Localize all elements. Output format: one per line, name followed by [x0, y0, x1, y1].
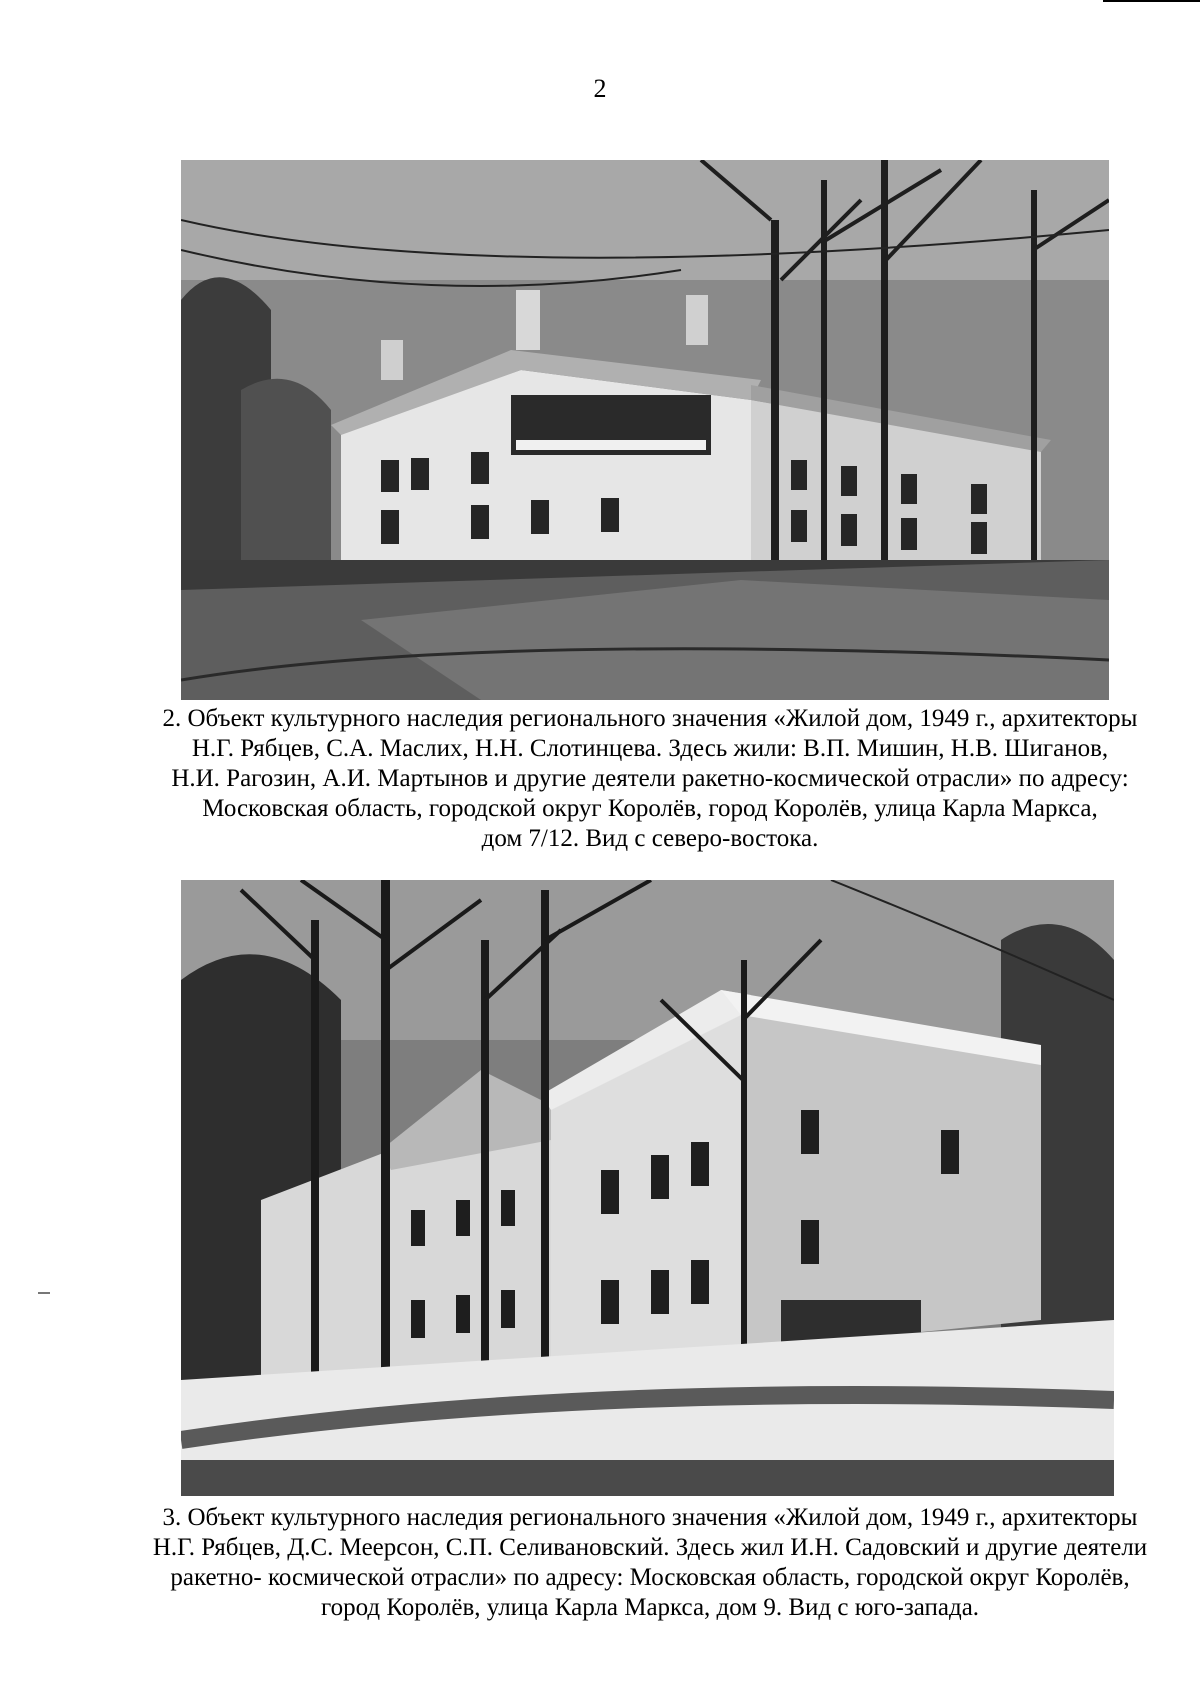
caption-line: дом 7/12. Вид с северо-востока. [481, 825, 819, 852]
building-photo-2 [181, 880, 1114, 1496]
caption-line: ракетно- космической отрасли» по адресу: Московская область, городской округ Королёв, [170, 1564, 1130, 1591]
caption-line: город Королёв, улица Карла Маркса, дом 9. Вид с юго-запада. [320, 1594, 980, 1621]
caption-line: Н.Г. Рябцев, Д.С. Меерсон, С.П. Селивановский. Здесь жил И.Н. Садовский и другие деятели [152, 1534, 1148, 1561]
building-photo-1 [181, 160, 1109, 700]
photo-2-caption [110, 1503, 1190, 1623]
building-photo-2-image [181, 880, 1114, 1496]
caption-line: Н.И. Рагозин, А.И. Мартынов и другие деятели ракетно-космической отрасли» по адресу: [171, 765, 1129, 792]
scan-artifact [38, 1292, 50, 1294]
caption-line: 2. Объект культурного наследия регионального значения «Жилой дом, 1949 г., архитекторы [162, 705, 1138, 732]
building-photo-1-image [181, 160, 1109, 700]
caption-line: Н.Г. Рябцев, С.А. Маслих, Н.Н. Слотинцева. Здесь жили: В.П. Мишин, Н.В. Шиганов, [191, 735, 1109, 762]
photo-1-caption [110, 704, 1190, 854]
page-edge-line [1103, 0, 1200, 2]
caption-line: Московская область, городской округ Королёв, город Королёв, улица Карла Маркса, [202, 795, 1098, 822]
caption-line: 3. Объект культурного наследия регионального значения «Жилой дом, 1949 г., архитекторы [162, 1504, 1138, 1531]
page-number: 2 [593, 74, 607, 103]
